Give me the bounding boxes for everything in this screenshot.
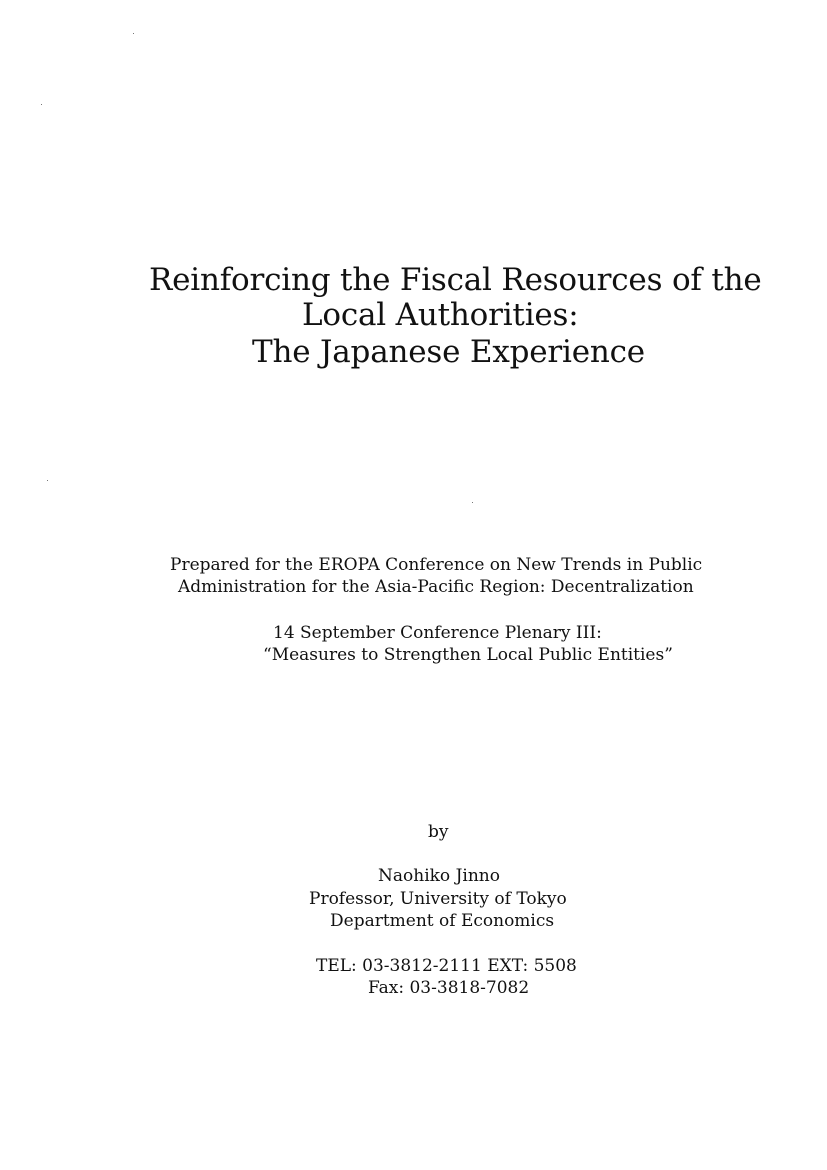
scan-speck xyxy=(47,480,48,481)
by-label: by xyxy=(428,822,449,842)
author-position: Professor, University of Tokyo xyxy=(309,889,567,909)
title-line-1: Reinforcing the Fiscal Resources of the xyxy=(149,262,762,298)
session-title-line: “Measures to Strengthen Local Public Entities” xyxy=(263,645,673,665)
conference-line-1: Prepared for the EROPA Conference on New Trends in Public xyxy=(170,555,703,575)
scan-speck xyxy=(472,502,473,503)
title-line-3: The Japanese Experience xyxy=(252,334,645,370)
fax-line: Fax: 03-3818-7082 xyxy=(368,978,530,998)
session-line: 14 September Conference Plenary III: xyxy=(273,623,602,643)
telephone-line: TEL: 03-3812-2111 EXT: 5508 xyxy=(316,956,577,976)
scan-speck xyxy=(133,33,134,34)
author-department: Department of Economics xyxy=(330,911,555,931)
scan-speck xyxy=(41,104,42,105)
title-line-2: Local Authorities: xyxy=(302,297,579,333)
conference-line-2: Administration for the Asia-Pacific Region: Decentralization xyxy=(178,577,694,597)
author-name: Naohiko Jinno xyxy=(378,866,500,886)
